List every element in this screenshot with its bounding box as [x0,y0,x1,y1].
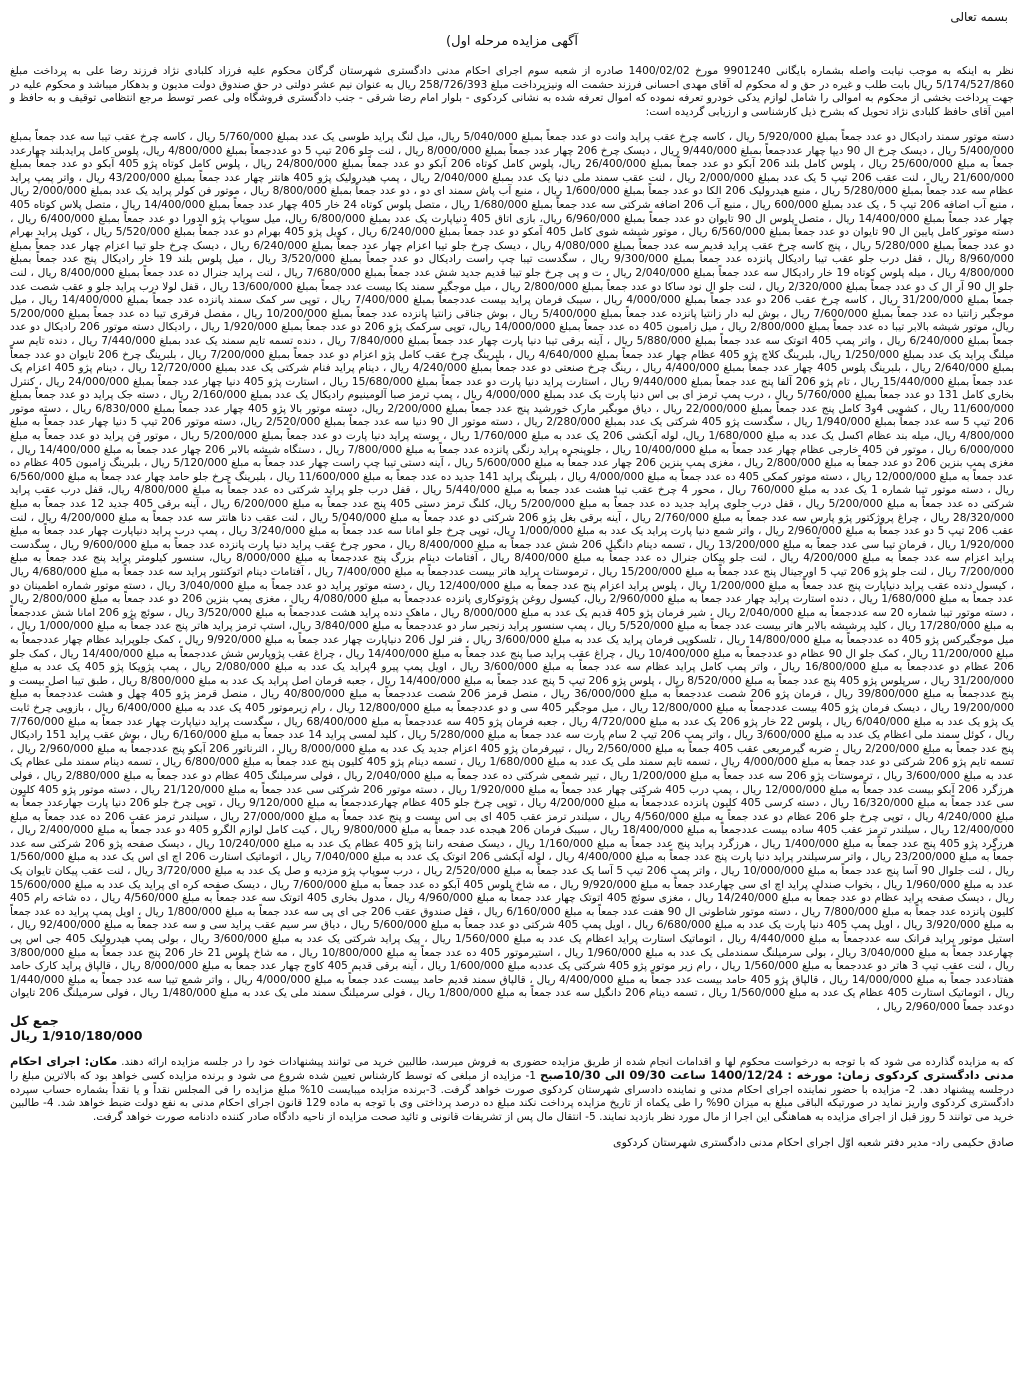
grand-total [10,1013,1008,1043]
terms-conditions: 1- مزایده از مبلغی که توسط کارشناس تعیین شده شروع می شود و برنده مزایده کسی خواهد بود که بالاترین مبلغ را درجلسه پیشنهاد دهد. 2- مزایده با حضور نماینده اجرای احکام مدنی و نماینده دادسرای شهرستان کردکوی صورت خواهد گرفت. 3-برنده مزایده میبایست 10% مبلغ مزایده را فی المجلس نقداً و یا نقداً بشماره حساب سپرده دادگستری کردکوی واریز نماید در صورتیکه الباقی مبلغ به میزان 90% را طی یکماه از تاریخ مزایده پرداخت نکند مبلغ ده درصد پرداختی وی با توجه به ماده 129 قانون اجرای احکام مدنی به نفع دولت ضبط خواهد شد. 4- طالبین خرید می توانند 5 روز قبل از اجرای مزایده به هماهنگی این اجرا از مال مورد نظر بازدید نمایند. 5- انتقال مال پس از تشریفات قانونی و تائید صحت مزایده از ناحیه دادگاه صادر کننده دادنامه صورت خواهد گرفت. [10,1070,1014,1123]
terms-intro: که به مزایده گذارده می شود که با توجه به درخواست محکوم لها و اقدامات انجام شده از طریق مزایده حضوری به فروش میرسد، طالبین خرید می توانند پیشنهادات خود را در جلسه مزایده ارائه دهند. [121,1055,1015,1068]
page-title: آگهی مزایده مرحله اول) [446,34,578,49]
items-list-paragraph: دسته موتور سمند رادیکال دو عدد جمعاً بمبلغ 5/920/000 ریال ، کاسه چرخ عقب پراید وانت دو عدد جمعاً بمبلغ 5/040/000 ریال، میل لنگ پراید طوسی یک عدد بمبلغ 5/760/000 ریال ، کاسه چرخ عقب تیبا سه عدد جمعاً بمبلغ 5/400/000 ریال ، دیسک چرخ ال 90 دیپا چهار عددجمعاً بمبلغ 9/440/000 ریال ، دیسک چرخ 206 چهار عدد جمعاً بمبلغ 8/000/000 ریال ، لنت جلو 206 تیپ 5 دو عددجمعاً بمبلغ 4/800/000 ریال، پلوس کامل پرایدبلند چهارعدد جمعاً به مبلغ 25/600/000 ریال ، پلوس کامل بلند 206 آبکو دو عدد جمعاً بمبلغ 26/400/000 ریال، پلوس کامل کوتاه 206 آبکو دو عدد جمعاً بمبلغ 24/800/000 ریال ، پلوس کامل کوتاه پژو 405 آبکو دو عدد جمعاً بمبلغ 21/600/000 ریال ، لنت عقب 206 تیپ 5 یک عدد بمبلغ 2/000/000 ریال ، لنت عقب سمند ملی دنیا یک عدد بمبلغ 2/040/000 ریال ، پمپ هیدرولیک پژو 405 هانتر چهار عدد جمعاً بمبلغ 43/200/000 ریال ، واتر پمپ پراید عظام سه عدد جمعاً بمبلغ 5/280/000 ریال ، منبع هیدرولیک 206 الکا دو عدد جمعاً بمبلغ 1/600/000 ریال ، منبع آب پاش سمند ای دو ، دو عدد جمعاً بمبلغ 8/800/000 ریال ، موتور فن کولر پراید یک عدد بمبلغ 2/000/000 ریال ، منبع آب اضافه 206 تیپ 5 ، یک عدد بمبلغ 600/000 ریال ، منبع آب 206 اضافه شرکتی سه عدد جمعاً بمبلغ 1/680/000 ریال ، متصل پلوس کوتاه 24 خار 405 چهار عدد جمعاً بمبلغ 14/400/000 ریال ، متصل پلاس کوتاه 405 چهار عدد جمعاً بمبلغ 14/400/000 ریال ، متصل پلوس ال 90 تایوان دو عدد جمعاً بمبلغ 6/960/000 ریال، بازی اتاق 405 دنیاپارت یک عدد بمبلغ 6/800/000 ریال، میل سوپاپ پژو الدورا دو عدد جمعاً بمبلغ 6/400/000 ریال ، دسته موتور کامل پایین ال 90 تایوان دو عدد جمعاً بمبلغ 6/560/000 ریال ، موتور شیشه شوی کامل 405 آمکو دو عدد جمعاً بمبلغ 6/240/000 ریال ، کویل پژو 405 بهرام دو عدد جمعاً بمبلغ 5/520/000 ریال ، کویل پراید بهرام دو عدد جمعاً بمبلغ 5/280/000 ریال ، پنج کاسه چرخ عقب پراید قدیم سه عدد جمعاً بمبلغ 4/080/000 ریال ، دیسک چرخ جلو تیبا اعزام چهار عدد جمعاً بمبلغ 6/240/000 ریال ، دیسک چرخ جلو تیبا اعزام چهار عدد جمعاً بمبلغ 8/960/000 ریال ، قفل درب جلو عقب تیبا رادیکال پانزده عدد جمعاً بمبلغ 9/300/000 ریال ، سگدست تیبا چپ راست رادیکال دو عدد جمعاً بمبلغ 3/520/000 ریال ، میل پلوس بلند 19 خار رادیکال پنج عدد جمعاً بمبلغ 4/800/000 ریال ، میله پلوس کوتاه 19 خار رادیکال سه عدد جمعاً بمبلغ 2/040/000 ریال ، ت و پی چرخ جلو تیبا قدیم جدید شش عدد جمعاً بمبلغ 7/680/000 ریال ، لنت پراید جنرال ده عدد جمعاً بمبلغ 8/400/000 ریال ، لنت جلو ال 90 آر ال ک دو عدد جمعاً بمبلغ 2/320/000 ریال ، لنت جلو ال نود ساکا دو عدد جمعاً بمبلغ 2/800/000 ریال ، میل موجگیر سمند یکا بیست عدد جمعاً بمبلغ 13/600/000 ریال ، قفل لولا درب پراید جلو و عقب شصت عدد جمعاً بمبلغ 31/200/000 ریال ، کاسه چرخ عقب 206 دو عدد جمعاً بمبلغ 4/000/000 ریال ، سیبک فرمان پراید بیست عددجمعاً بمبلغ 7/400/000 ریال ، توپی سر کمک سمند پانزده عدد جمعاً بمبلغ 14/400/000 ریال ، میل موجگیر زانتیا ده عدد جمعاً بمبلغ 7/600/000 ریال ، بوش لبه دار زانتیا پانزده عدد جمعاً بمبلغ 5/400/000 ریال ، بوش جناقی زانتیا پانزده عدد جمعاً بمبلغ 10/200/000 ریال ، مفصل فرقری تیبا ده عدد جمعاً بمبلغ 5/200/000 ریال، موتور شیشه بالابر تیبا ده عدد جمعاً بمبلغ 2/800/000 ریال ، میل زامبون 405 ده عدد جمعاً بمبلغ 14/000/000 ریال، توپی سرکمک پژو 206 دو عدد جمعاً بمبلغ 1/920/000 ریال ، رادیکال دسته موتور 206 رادیکال دو عدد جمعاً بمبلغ 6/240/000 ریال ، واتر پمپ 405 اتوتک سه عدد جمعاً بمبلغ 5/880/000 ریال ، آینه برقی تیبا دنیا پارت چهار عدد جمعاً بمبلغ 7/840/000 ریال ، دنده تسمه تایم سمند یک عدد بمبلغ 7/440/000 ریال ، دنده تایم سر میلنگ پراید یک عدد بمبلغ 1/250/000 ریال، بلبرینگ کلاچ پژو 405 عظام چهار عدد جمعاً بمبلغ 4/640/000 ریال ، بلبرینگ چرخ عقب کامل پژو اعزام دو عدد جمعاً بمبلغ 7/200/000 ریال ، بلبرینگ چرخ 206 تایوان دو عدد جمعاً بمبلغ 2/640/000 ریال ، بلبرینگ پلوس 405 چهار عدد جمعاً بمبلغ 4/400/000 ریال ، رینگ چرخ صنعتی دو عدد جمعاً بمبلغ 4/240/000 ریال ، دینام پراید فنام شرکتی یک عدد بمبلغ 12/720/000 ریال ، دینام پژو 405 اعزام یک عدد جمعاً بمبلغ 15/440/000 ریال ، تام پژو 206 آلفا پنج عدد جمعاً بمبلغ 9/440/000 ریال ، استارت پراید دنیا پارت دو عدد جمعاً بمبلغ 15/680/000 ریال ، استارت پژو 405 دنیا چهار عدد جمعاً بمبلغ 24/000/000 ریال ، کنترل بخاری کامل 131 دو عدد جمعاً بمبلغ 5/760/000 ریال ، درب پمپ ترمز ای بی اس دنیا پارت یک عدد بمبلغ 4/000/000 ریال ، پمپ ترمز صبا آلومینیوم رادیکال یک عدد بمبلغ 2/160/000 ریال ، دسته جک پراید دو عدد جمعاً بمبلغ 11/600/000 ریال ، کشویی 4و3 کامل پنج عدد جمعاً بمبلغ 22/000/000 ریال ، دیاق موبگیر مارک خورشید پنج عدد جمعاً بمبلغ 2/200/000 ریال، دسته موتور بالا پژو 405 چهار عدد جمعاً بمبلغ 6/830/000 ریال ، دسته موتور 206 تیپ 5 سه عدد جمعاً بمبلغ 1/940/000 ریال ، سگدست پژو 405 شرکتی یک عدد بمبلغ 2/280/000 ریال ، دسته موتور ال 90 دنیا سه عدد جمعاً بمبلغ 2/520/000 ریال، دسته موتور 206 تیپ 5 دنیا چهار عدد جمعاً به مبلغ 4/800/000 ریال، میله بند عظام اکسل یک عدد به مبلغ 1/680/000 ریال، لوله آبکشی 206 یک عدد به مبلغ 1/760/000 ریال ، یوسته پراید دنیا پارت دو عدد جمعاً بمبلغ 5/200/000 ریال ، موتور فن پراید دو عدد جمعاً به مبلغ 6/000/000 ریال ، موتور فن 405 خارجی عظام چهار عدد جمعاً به مبلغ 10/400/000 ریال ، جلوپنجره پراید رنگی پانزده عدد جمعاً به مبلغ 7/800/000 ریال ، دستگاه شیشه بالابر 206 چهار عدد جمعاً به مبلغ 14/400/000 ریال ، مغزی پمپ بنزین 206 دو عدد جمعاً به مبلغ 2/800/000 ریال ، مغزی پمپ بنزین 206 چهار عدد جمعاً به مبلغ 5/600/000 ریال ، آینه دستی تیبا چپ راست چهار عدد جمعاً به مبلغ 5/120/000 ریال ، بلبرینگ زامبون 405 عظام ده عدد جمعاً به مبلغ 12/000/000 ریال ، دسته موتور کمکی 405 ده عدد جمعاً به مبلغ 4/000/000 ریال ، بلبرینگ پراید 141 جدید ده عدد جمعاً به مبلغ 11/600/000 ریال ، بلبرینگ چرخ جلو حامد چهار عدد جمعاً به مبلغ 6/560/000 ریال ، دسته موتور تیبا شماره 1 یک عدد به مبلغ 760/000 ریال ، محور 4 چرخ عقب تیبا هشت عدد جمعاً به مبلغ 5/440/000 ریال ، قفل درب جلو پراید شرکتی ده عدد جمعاً به مبلغ 4/800/000 ریال، قفل درب عقب پراید شرکتی ده عدد جمعاً به مبلغ 5/200/000 ریال ، قفل درب جلوی پراید جدید ده عدد جمعاً به مبلغ 5/200/000 ریال، کلنگ ترمز دستی 405 پنج عدد جمعاً به مبلغ 6/200/000 ریال ، آینه برقی 405 جدید 12 عدد جمعاً به مبلغ 28/320/000 ریال ، چراغ پروژکتور پژو پارس سه عدد جمعاً به مبلغ 2/760/000 ریال ، آینه برقی بغل پژو 206 شرکتی دو عدد جمعاً به مبلغ 5/040/000 ریال ، لنت عقب دنا هانتر سه عدد جمعاً به مبلغ 4/200/000 ریال ، لنت عقب 206 تیپ 5 دو عدد جمعاً به مبلغ 2/960/000 ریال ، واتر شمع دنیا پارت پراید یک عدد به مبلغ 1/000/000 ریال، توپی چرخ جلو امانا سه عدد جمعاً به مبلغ 3/240/000 ریال ، پمپ درب پراید دنیاپارت چهار عدد جمعاً به مبلغ 1/920/000 ریال ، فرمان تیبا سی عدد جمعاً به مبلغ 13/200/000 ریال ، تسمه دینام دانگیل 206 شش عدد جمعاً به مبلغ 8/400/000 ریال ، محور چرخ عقب پراید دنیا پارت پانزده عدد جمعاً به مبلغ 9/600/000 ریال ، سگدست پراید اعزام سه عدد جمعاً به مبلغ 4/200/000 ریال ، لنت جلو پیکان جنرال ده عدد جمعاً به مبلغ 8/400/000 ریال ، آفتامات دینام بزرگ پنج عددجمعاً به مبلغ 8/000/000 ریال، سنسور کیلومتر پراید پنج عدد جمعاً به مبلغ 7/200/000 ریال ، لنت جلو پژو 206 تیپ 5 اورجینال پنج عدد جمعاً به مبلغ 15/200/000 ریال ، ترموستات پراید هاتر بیست عددجمعاً به مبلغ 7/400/000 ریال ، آفتامات دینام اتوکنتور پراید سه عدد جمعاً به مبلغ 4/680/000 ریال ، کیسول دنده عقب پراید دنیاپارت پنج عدد جمعاً به مبلغ 1/200/000 ریال ، پلوس پراید اعزام پنج عدد جمعاً به مبلغ 12/400/000 ریال ، دسته موتور پراید دو عدد جمعاً به مبلغ 3/040/000 ریال ، دسته موتور شماره اطمینان دو عدد جمعاً به مبلغ 1/680/000 ریال ، دنده استارت پراید چهار عدد جمعاً به مبلغ 2/960/000 ریال، کیسول روغن پژوتوکاری پانزده عددجمعاً به مبلغ 4/080/000 ریال ، مغزی پمپ بنزین 206 دو عدد جمعاً به مبلغ 2/800/000 ریال ، دسته موتور تیبا شماره 20 سه عددجمعاً به مبلغ 2/040/000 ریال ، شیر فرمان پژو 405 قدیم یک عدد به مبلغ 8/000/000 ریال ، ماهک دنده پراید هشت عددجمعاً به مبلغ 3/520/000 ریال ، سوئچ پژو 206 امانا شش عددجمعاً به مبلغ 17/280/000 ریال ، کلید پرشیشه بالابر هاتر بیست عدد جمعاً به مبلغ 5/520/000 ریال ، پمپ سنسور پراید زنجیر سار دو عددجمعاً به مبلغ 3/840/000 ریال، استپ ترمز پراید هاتر پنج عدد جمعاً به مبلغ 1/000/000 ریال ، میل موجگیرکس پژو 405 ده عددجمعاً به مبلغ 14/800/000 ریال ، تلسکوپی فرمان پراید یک عدد به مبلغ 3/600/000 ریال ، فنر لول 206 دنیاپارت چهار عدد جمعاً به مبلغ 9/920/000 ریال ، کمک جلوپراید عظام چهار عددجمعاً به مبلغ 11/200/000 ریال ، کمک جلو ال 90 عظام دو عددجمعاً به مبلغ 10/400/000 ریال ، چراغ عقب پراید صبا پنج عدد جمعاً به مبلغ 14/400/000 ریال ، چراغ عقب پژوپارس شش عددجمعاً به مبلغ 14/400/000 ریال ، کمک جلو 206 عظام دو عددجمعاً به مبلغ 16/800/000 ریال ، واتر پمپ کامل پراید عظام سه عدد جمعاً به مبلغ 3/600/000 ریال ، اویل پمپ پیرو 4پراید یک عدد به مبلغ 2/080/000 ریال ، پمپ پژویکا پژو 405 یک عدد به مبلغ 31/200/000 ریال ، سرپلوس پژو 405 پنج عدد جمعاً به مبلغ 8/520/000 ریال ، پلوس پژو 206 تیپ 5 پنج عدد جمعاً به مبلغ 14/400/000 ریال ، جعبه فرمان اصل پراید یک عدد به مبلغ 8/800/000 ریال ، طبق تیبا اصل بیست و پنج عددجمعاً به مبلغ 39/800/000 ریال ، فرمان پژو 206 شصت عددجمعاً به مبلغ 36/000/000 ریال ، منصل قرمز 206 شصت عددجمعاً به مبلغ 40/800/000 ریال ، منصل قرمز پژو 405 چهل و هشت عددجمعاً به مبلغ 19/200/000 ریال ، دیسک فرمان پژو 405 بیست عددجمعاً به مبلغ 12/800/000 ریال ، میل موجگیر 405 سی و دو عددجمعاً به مبلغ 12/800/000 ریال ، رام زیرموتور 405 یک عدد به مبلغ 6/400/000 ریال ، بازویی چرخ ثابت یک پژو یک عدد به مبلغ 6/040/000 ریال ، پلوس 22 خار پژو 206 یک عدد به مبلغ 4/720/000 ریال ، جعبه فرمان پژو 405 سه عددجمعاً به مبلغ 68/400/000 ریال ، سگدست پراید دنیاپارت چهار عدد جمعاً به مبلغ 7/760/000 ریال ، کوئل سمند ملی اعظام یک عدد به مبلغ 3/600/000 ریال ، واتر پمپ 206 تیپ 2 سام پارت سه عدد جمعاً به مبلغ 5/280/000 ریال ، کلید لمسی پراید 14 عدد جمعاً به مبلغ 6/160/000 ریال ، بوش عقب پراید 151 رادیکال پنج عدد جمعاً به مبلغ 2/200/000 ریال ، ضربه گیرمربعی عقب 405 جمعاً به مبلغ 2/560/000 ریال ، تیپرفرمان پژو 405 اعزام جدید یک عدد به مبلغ 8/000/000 ریال ، الترناتور 206 آبکو پنج عددجمعاً به مبلغ 2/960/000 ریال ، تسمه تایم پژو 206 شرکتی دو عدد جمعاً به مبلغ 4/000/000 ریال ، تسمه تایم سمند ملی یک عدد به مبلغ 1/680/000 ریال ، تسمه دینام پژو 405 کلیون پنج عدد جمعاً به مبلغ 6/800/000 ریال ، تسمه دینام سمند ملی عظام یک عدد به مبلغ 3/600/000 ریال ، ترموستات پژو 206 سه عدد جمعاً به مبلغ 1/200/000 ریال ، تیپر شمعی شرکتی ده عدد جمعاً به مبلغ 2/040/000 ریال ، فولی سرمیلنگ 405 عظام دو عدد جمعاً به مبلغ 2/880/000 ریال ، فولی هرزگرد 206 آبکو بیست عدد جمعاً به مبلغ 12/000/000 ریال ، پمپ درب 405 شرکتی چهار عدد جمعاً به مبلغ 1/920/000 ریال ، دسته موتور 206 شرکتی سی عدد جمعاً به مبلغ 21/120/000 ریال ، دسته موتور پژو 405 کلیون سی عدد جمعاً به مبلغ 16/320/000 ریال ، دسته کرسی 405 کلیون پانزده عددجمعاً به مبلغ 4/200/000 ریال ، توپی چرخ جلو 405 عظام چهارعددجمعاً به مبلغ 9/120/000 ریال ، توپی چرخ جلو 206 دنیا پارت جهارعدد جمعاً به مبلغ 4/240/000 ریال ، توپی چرخ جلو 206 عظام دو عدد جمعاً به مبلغ 4/560/000 ریال ، سیلندر ترمز عقب 405 ای بی اس بیست و پنج عدد جمعاً به مبلغ 27/000/000 ریال ، سیلندر ترمز عقب 206 ده عدد جمعاً به مبلغ 12/400/000 ریال ، سیلندر ترمز عقب 405 ساده بیست عددجمعاً به مبلغ 18/400/000 ریال ، سیبک فرمان 206 هیجده عدد جمعاً به مبلغ 9/800/000 ریال ، کیت کامل لوازم الگرو 405 دو عدد جمعاً به مبلغ 2/400/000 ریال ، هرزگرد پژو 405 پنج عدد جمعاً به مبلغ 1/400/000 ریال ، هرزگرد پراید پنج عدد جمعاً به مبلغ 1/160/000 ریال ، دیسک صفحه راننا پژو 405 عظام یک عدد به مبلغ 10/240/000 ریال ، دیسک صفحه پژو 206 شرکتی سه عدد جمعاً به مبلغ 23/200/000 ریال ، واتر سرسیلندر پراید دنیا پارت پنج عدد جمعاً به مبلغ 4/400/000 ریال ، لوله آبکشی 206 اتوتک یک عدد به مبلغ 7/040/000 ریال ، اتوماتیک استارت 206 اچ ای اس یک عدد به مبلغ 1/560/000 ریال ، لنت جلوال 90 آسا پنج عدد جمعاً به مبلغ 10/000/000 ریال ، واتر پمپ 206 تیپ 5 آسا یک عدد جمعاً به مبلغ 2/520/000 ریال ، درب سوپاپ پژو مزدیه و صل یک عدد به مبلغ 3/720/000 ریال ، لنت عقب پیکان تایوان یک عدد به مبلغ 1/960/000 ریال ، بخواب صندلی پراید اچ ای سی چهارعدد جمعاً به مبلغ 9/920/000 ریال ، مه شاخ پلوس 405 آبکو ده عدد جمعاً به مبلغ 7/600/000 ریال ، دیسک صفحه کره ای پراید یک عدد به مبلغ 15/600/000 ریال ، دیسک صفحه پراید عظام دو عدد جمعاً به مبلغ 14/240/000 ریال ، مغزی سوئچ 405 اتوتک چهار عدد جمعاً به مبلغ 4/960/000 ریال ، مدول بخاری 405 اتوتک سه عدد جمعاً به مبلغ 4/560/000 ریال ، ده شاخه رام 405 کلیون پانزده عدد جمعاً به مبلغ 7/800/000 ریال ، دسته موتور شاطونی ال 90 هفت عدد جمعاً به مبلغ 6/160/000 ریال ، قفل صندوق عقب 206 جی ای پی سه عدد جمعاً به مبلغ 1/800/000 ریال ، اویل پمپ پراید ده عدد جمعاً به مبلغ 3/920/000 ریال ، اویل پمپ 405 دنیا پارت یک عدد به مبلغ 6/680/000 ریال ، اویل پمپ 405 شرکتی دو عدد جمعاً به مبلغ 5/600/000 ریال ، دیاق سر سیم عقب پراید سی و سه عدد جمعاً به مبلغ 92/400/000 ریال ، استیل موتور پراید فرانک سه عددجمعاً به مبلغ 4/440/000 ریال ، اتوماتیک استارت پراید اعظام یک عدد به مبلغ 1/560/000 ریال ، پیک پراید شرکتی یک عدد به مبلغ 3/600/000 ریال ، بولی پمپ هیدرولیک 405 جی اس پی چهارعدد جمعاً به مبلغ 3/040/000 ریال ، بولی سرمیلنگ سمندملی یک عدد به مبلغ 1/960/000 ریال ، استیرموتور 405 ده عدد جمعاً به مبلغ 10/800/000 ریال ، مه شاخ پلوس 21 خار 206 پنج عدد جمعاً به مبلغ 3/800/000 ریال ، لنت عقب تیپ 3 هاتر دو عددجمعاً به مبلغ 1/560/000 ریال ، رام زیر موتور پژو 405 شرکتی یک عددبه مبلغ 1/600/000 ریال ، آینه برقی قدیم 405 کاوج چهار عدد جمعاً به مبلغ 8/000/000 ریال ، قالپاق پراید کارک حامد هفتادعدد جمعاً به مبلغ 14/000/000 ریال ، قالپاق پژو 405 حامد بیست عدد جمعاً به مبلغ 4/400/000 ریال ، قالپاق سمند قدیم حامد بیست عدد جمعاً به مبلغ 4/000/000 ریال ، واتر شمع تیبا سه عدد جمعاً به مبلغ 1/440/000 ریال ، اتوماتیک استارت 405 عظام یک عدد به مبلغ 1/560/000 ریال ، تسمه دینام 206 دانگیل سه عدد جمعاً به مبلغ 1/800/000 ریال ، فولی سرمیلنگ سمند ملی یک عدد به مبلغ 1/480/000 ریال ، فولی سرمیلنگ 206 تایوان دوعدد جمعاً 2/960/000 ریال ، [10,131,1015,1013]
basmala: بسمه تعالی [950,10,1008,24]
signature-line: صادق حکیمی راد- مدیر دفتر شعبه اوّل اجرای احکام مدنی دادگستری شهرستان کردکوی [612,1136,1014,1150]
grand-total-label: جمع کل [10,1012,59,1028]
grand-total-amount: 1/910/180/000 ریال [10,1027,143,1043]
terms-paragraph [10,1055,1014,1125]
auction-place-time: مکان: اجرای احکام مدنی دادگستری کردکوی زمان: مورخه : 1400/12/24 ساعت 09/30 الی 10/30صبح [10,1053,1015,1083]
intro-paragraph: نظر به اینکه به موجب نیابت واصله بشماره بایگانی 9901240 مورخ 1400/02/02 صادره از شعبه سوم اجرای احکام مدنی دادگستری شهرستان گرگان محکوم علیه فرزاد کلبادی نژاد فرزند رضا علی به پرداخت مبلغ 5/174/527/860 ریال بابت طلب و غیره در حق و له محکوم له آقای مهدی احسانی فرزند حشمت اله ونیزپرداخت مبلغ 258/726/393 ریال به عنوان نیم عشر دولتی در حق صندوق دولت مدیون و بدهکار میباشد و محکوم علیه در جهت پرداخت بخشی از محکوم به اموالی را شامل لوازم یدکی خودرو تعرفه نموده که اموال تعرفه شده به نشانی کردکوی - بلوار امام رضا شرقی - جنب دادگستری فروشگاه ولی عصر توسط مرجع انتظامی توقیف و به حافظ و امین آقای حافظ کلبادی نژاد تحویل که بشرح ذیل کارشناسی و ارزیابی گردیده است: [10,65,1014,118]
